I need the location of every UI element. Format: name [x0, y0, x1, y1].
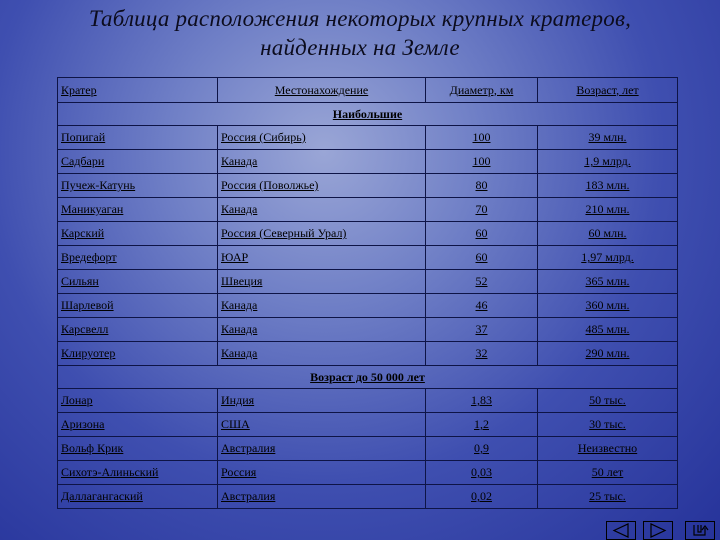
location-cell: Индия: [218, 389, 426, 413]
crater-name-cell: Шарлевой: [58, 294, 218, 318]
crater-name-cell: Даллагангаский: [58, 485, 218, 509]
age-cell: 25 тыс.: [538, 485, 678, 509]
diameter-cell: 32: [426, 342, 538, 366]
location-cell: Канада: [218, 342, 426, 366]
crater-name-cell: Сильян: [58, 270, 218, 294]
diameter-cell: 60: [426, 222, 538, 246]
table-row: [58, 485, 678, 509]
table-row: [58, 222, 678, 246]
location-cell: Австралия: [218, 437, 426, 461]
location-cell: Россия: [218, 461, 426, 485]
return-button[interactable]: [685, 521, 715, 540]
diameter-cell: 52: [426, 270, 538, 294]
diameter-cell: 37: [426, 318, 538, 342]
age-cell: 60 млн.: [538, 222, 678, 246]
location-cell: Россия (Сибирь): [218, 126, 426, 150]
table-row: [58, 318, 678, 342]
diameter-cell: 80: [426, 174, 538, 198]
location-cell: ЮАР: [218, 246, 426, 270]
age-cell: 30 тыс.: [538, 413, 678, 437]
age-cell: 210 млн.: [538, 198, 678, 222]
header-diameter: Диаметр, км: [426, 78, 538, 103]
age-cell: 1,97 млрд.: [538, 246, 678, 270]
location-cell: Австралия: [218, 485, 426, 509]
table-row: [58, 294, 678, 318]
header-age: Возраст, лет: [538, 78, 678, 103]
diameter-cell: 0,9: [426, 437, 538, 461]
crater-name-cell: Клируотер: [58, 342, 218, 366]
crater-name-cell: Вредефорт: [58, 246, 218, 270]
crater-name-cell: Пучеж-Катунь: [58, 174, 218, 198]
age-cell: 365 млн.: [538, 270, 678, 294]
section-row: [58, 366, 678, 389]
crater-name-cell: Попигай: [58, 126, 218, 150]
table-row: [58, 150, 678, 174]
diameter-cell: 0,03: [426, 461, 538, 485]
table-row: [58, 126, 678, 150]
diameter-cell: 70: [426, 198, 538, 222]
craters-table: [57, 77, 678, 509]
age-cell: Неизвестно: [538, 437, 678, 461]
age-cell: 290 млн.: [538, 342, 678, 366]
crater-name-cell: Аризона: [58, 413, 218, 437]
table-row: [58, 413, 678, 437]
location-cell: Канада: [218, 150, 426, 174]
diameter-cell: 1,83: [426, 389, 538, 413]
table-row: [58, 437, 678, 461]
header-crater: Кратер: [58, 78, 218, 103]
location-cell: Канада: [218, 198, 426, 222]
triangle-left-icon: [610, 523, 632, 538]
age-cell: 1,9 млрд.: [538, 150, 678, 174]
section-title: Возраст до 50 000 лет: [58, 366, 678, 389]
section-row: [58, 103, 678, 126]
next-slide-button[interactable]: [643, 521, 673, 540]
crater-name-cell: Лонар: [58, 389, 218, 413]
table-row: [58, 461, 678, 485]
location-cell: Россия (Северный Урал): [218, 222, 426, 246]
table-row: [58, 389, 678, 413]
table-row: [58, 198, 678, 222]
age-cell: 485 млн.: [538, 318, 678, 342]
location-cell: США: [218, 413, 426, 437]
crater-name-cell: Сихотэ-Алиньский: [58, 461, 218, 485]
section-title: Наибольшие: [58, 103, 678, 126]
crater-name-cell: Карсвелл: [58, 318, 218, 342]
table-row: [58, 270, 678, 294]
craters-table-body: [58, 78, 678, 509]
slide-title: [0, 4, 720, 62]
diameter-cell: 100: [426, 150, 538, 174]
table-header-row: [58, 78, 678, 103]
crater-name-cell: Садбари: [58, 150, 218, 174]
age-cell: 39 млн.: [538, 126, 678, 150]
diameter-cell: 0,02: [426, 485, 538, 509]
age-cell: 50 тыс.: [538, 389, 678, 413]
location-cell: Канада: [218, 318, 426, 342]
diameter-cell: 60: [426, 246, 538, 270]
prev-slide-button[interactable]: [606, 521, 636, 540]
crater-name-cell: Вольф Крик: [58, 437, 218, 461]
location-cell: Канада: [218, 294, 426, 318]
table-row: [58, 342, 678, 366]
age-cell: 360 млн.: [538, 294, 678, 318]
crater-name-cell: Маникуаган: [58, 198, 218, 222]
title-line-1: Таблица расположения некоторых крупных кратеров,: [88, 6, 632, 31]
title-line-2: найденных на Земле: [260, 35, 460, 60]
table-row: [58, 246, 678, 270]
location-cell: Россия (Поволжье): [218, 174, 426, 198]
return-arrow-icon: [689, 523, 711, 538]
diameter-cell: 1,2: [426, 413, 538, 437]
age-cell: 50 лет: [538, 461, 678, 485]
header-location: Местонахождение: [218, 78, 426, 103]
location-cell: Швеция: [218, 270, 426, 294]
table-row: [58, 174, 678, 198]
diameter-cell: 46: [426, 294, 538, 318]
diameter-cell: 100: [426, 126, 538, 150]
crater-name-cell: Карский: [58, 222, 218, 246]
triangle-right-icon: [647, 523, 669, 538]
age-cell: 183 млн.: [538, 174, 678, 198]
